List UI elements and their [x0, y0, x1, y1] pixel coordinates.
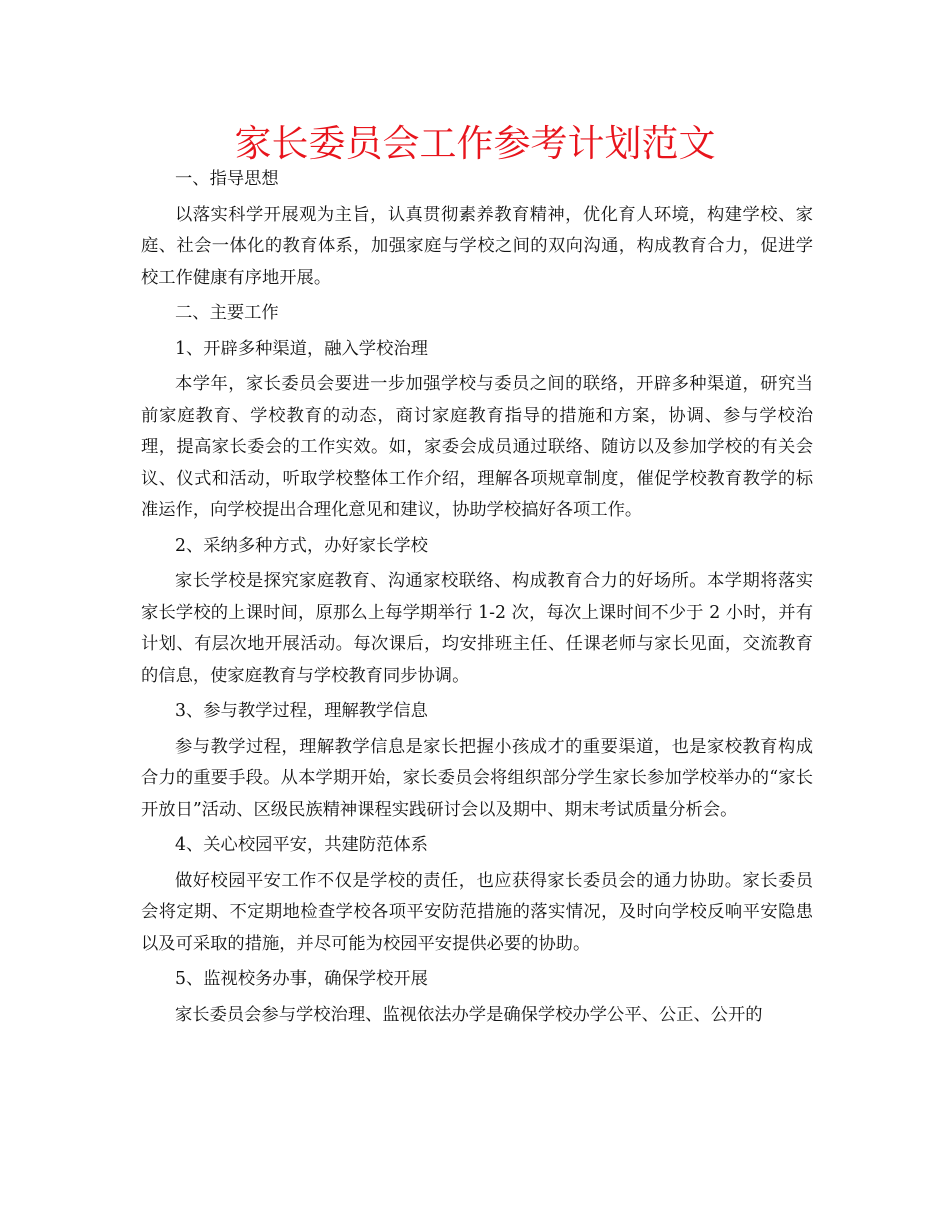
document-body — [141, 164, 813, 1035]
paragraph-guiding-ideology: 以落实科学开展观为主旨，认真贯彻素养教育精神，优化育人环境，构建学校、家庭、社会一体化的教育体系，加强家庭与学校之间的双向沟通，构成教育合力，促进学校工作健康有序地开展。 — [141, 204, 813, 288]
subheading-4: 4、关心校园平安，共建防范体系 — [175, 835, 428, 855]
document-title: 家长委员会工作参考计划范文 — [234, 122, 716, 165]
section-heading-guiding-ideology: 一、指导思想 — [175, 169, 279, 189]
subheading-2: 2、采纳多种方式，办好家长学校 — [175, 535, 428, 556]
paragraph-3: 参与教学过程，理解教学信息是家长把握小孩成才的重要渠道，也是家校教育构成合力的重要手段。从本学期开始，家长委员会将组织部分学生家长参加学校举办的“家长开放日”活动、区级民族精神课程实践研讨会以及期中、期末考试质量分析会。 — [141, 736, 813, 820]
paragraph-2: 家长学校是探究家庭教育、沟通家校联络、构成教育合力的好场所。本学期将落实家长学校的上课时间，原那么上每学期举行 1-2 次，每次上课时间不少于 2 小时，并有计划、有层次地开展活动。每次课后，均安排班主任、任课老师与家长见面，交流教育的信息，使家庭教育与学校教育同步协调。 — [141, 571, 813, 686]
subheading-1: 1、开辟多种渠道，融入学校治理 — [175, 338, 428, 359]
subheading-3: 3、参与教学过程，理解教学信息 — [175, 701, 428, 721]
subheading-5: 5、监视校务办事，确保学校开展 — [175, 969, 428, 989]
paragraph-1: 本学年，家长委员会要进一步加强学校与委员之间的联络，开辟多种渠道，研究当前家庭教育、学校教育的动态，商讨家庭教育指导的措施和方案，协调、参与学校治理，提高家长委会的工作实效。如，家委会成员通过联络、随访以及参加学校的有关会议、仪式和活动，听取学校整体工作介绍，理解各项规章制度，催促学校教育教学的标准运作，向学校提出合理化意见和建议，协助学校搞好各项工作。 — [141, 374, 813, 520]
paragraph-4: 做好校园平安工作不仅是学校的责任，也应获得家长委员会的通力协助。家长委员会将定期、不定期地检查学校各项平安防范措施的落实情况，及时向学校反响平安隐患以及可采取的措施，并尽可能为校园平安提供必要的协助。 — [141, 870, 813, 954]
paragraph-5: 家长委员会参与学校治理、监视依法办学是确保学校办学公平、公正、公开的 — [175, 1004, 763, 1025]
section-heading-main-work: 二、主要工作 — [175, 303, 279, 323]
